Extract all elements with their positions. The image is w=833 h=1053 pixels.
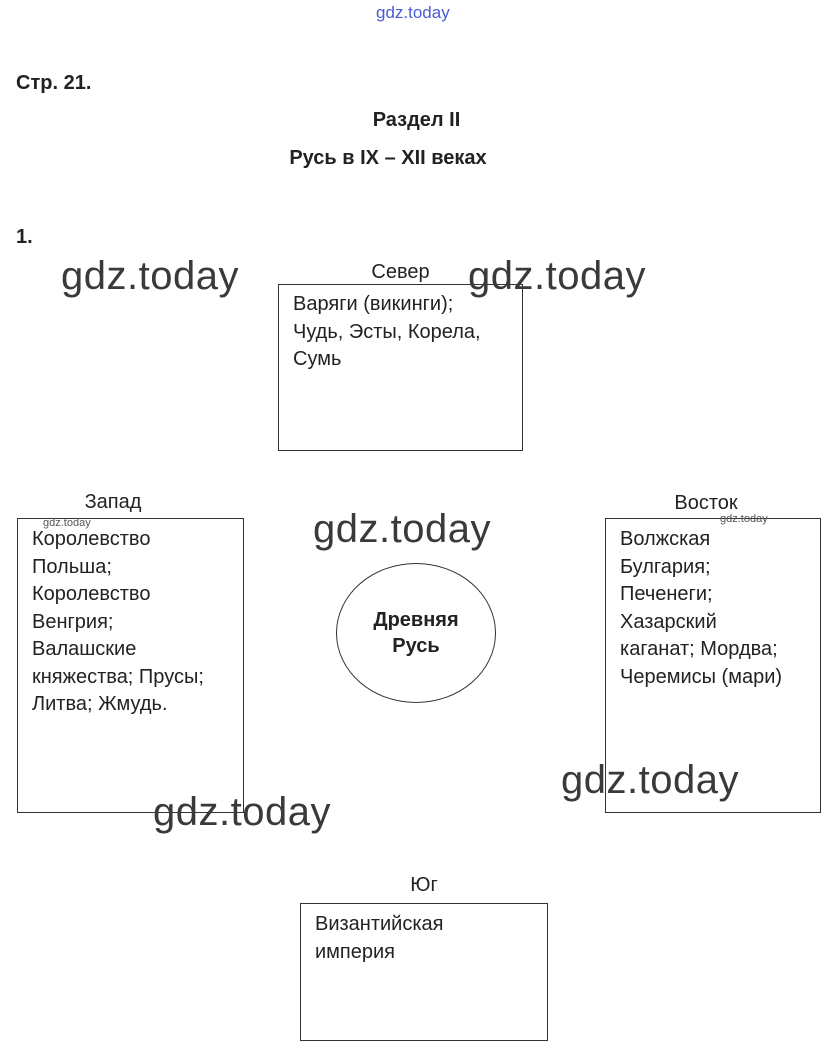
watermark-big-3: gdz.today <box>313 507 491 551</box>
west-box <box>17 518 244 813</box>
west-label: Запад <box>84 491 142 513</box>
south-line: империя <box>315 940 395 963</box>
center-line-2: Русь <box>392 635 440 657</box>
north-line: Чудь, Эсты, Корела, <box>293 320 481 343</box>
watermark-small-west: gdz.today <box>43 517 91 529</box>
watermark-big-2: gdz.today <box>468 254 646 298</box>
watermark-top: gdz.today <box>376 3 450 22</box>
watermark-big-5: gdz.today <box>153 790 331 834</box>
north-box <box>278 284 523 451</box>
east-line: Печенеги; <box>620 583 713 605</box>
section-heading: Раздел II <box>372 109 461 131</box>
east-line: Булгария; <box>620 555 711 578</box>
south-box <box>300 903 548 1041</box>
south-line: Византийская <box>315 913 444 935</box>
north-label: Север <box>371 261 430 283</box>
center-line-1: Древняя <box>373 609 459 631</box>
page-title: Русь в IX – XII веках <box>289 147 487 169</box>
page-number: Стр. 21. <box>16 72 92 94</box>
watermark-big-1: gdz.today <box>61 254 239 298</box>
east-line: Черемисы (мари) <box>620 665 783 688</box>
watermark-small-east: gdz.today <box>720 513 768 525</box>
west-line: княжества; Прусы; <box>32 665 204 688</box>
north-line: Сумь <box>293 348 342 370</box>
west-line: Валашские <box>32 638 137 660</box>
west-line: Королевство <box>32 583 151 605</box>
east-line: Хазарский <box>620 610 717 633</box>
center-circle <box>336 563 496 703</box>
west-line: Венгрия; <box>32 610 114 633</box>
west-line: Литва; Жмудь. <box>32 693 168 715</box>
south-label: Юг <box>410 874 438 896</box>
east-line: Волжская <box>620 528 711 550</box>
east-label: Восток <box>674 492 738 514</box>
east-line: каганат; Мордва; <box>620 638 778 660</box>
task-number: 1. <box>16 226 33 248</box>
north-line: Варяги (викинги); <box>293 293 454 315</box>
west-line: Польша; <box>32 555 112 578</box>
west-line: Королевство <box>32 528 151 550</box>
watermark-big-4: gdz.today <box>561 758 739 802</box>
